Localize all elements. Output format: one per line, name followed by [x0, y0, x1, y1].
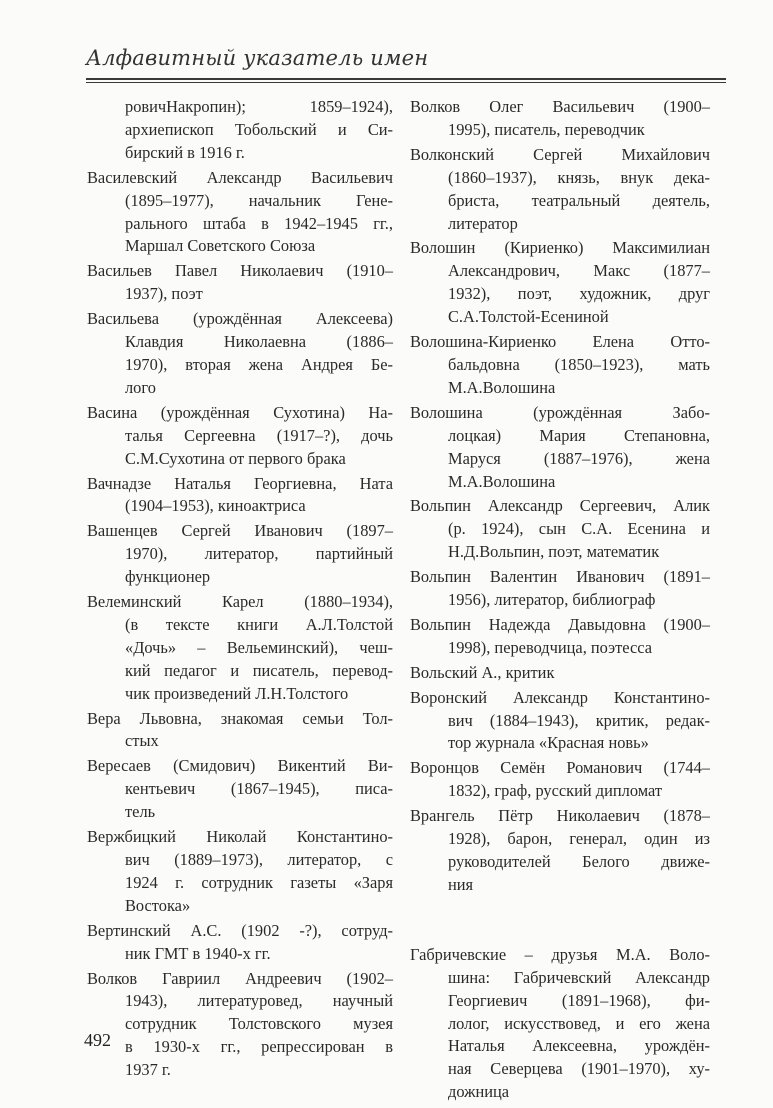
page-number: 492: [84, 1030, 111, 1050]
entry-line: Вольский А., критик: [410, 662, 555, 682]
index-entry: [410, 662, 710, 685]
section-gap: [410, 899, 710, 944]
entry-line: вич (1889–1973), литератор, с: [125, 850, 393, 869]
entry-line: Востока»: [125, 895, 191, 915]
entry-line: Воронский Александр Константино-: [410, 687, 710, 707]
entry-line: (1895–1977), начальник Гене-: [125, 190, 393, 210]
entry-line: (1904–1953), киноактриса: [125, 496, 306, 516]
entry-line: Воронцов Семён Романович (1744–: [410, 758, 710, 778]
index-entry: [87, 920, 393, 966]
entry-line: 1956), литератор, библиограф: [448, 590, 656, 610]
entry-line: лоцкая) Мария Степановна,: [448, 425, 710, 445]
header-rule-thin: [86, 82, 726, 83]
index-entry: [410, 144, 710, 236]
entry-line: Васильев Павел Николаевич (1910–: [87, 261, 393, 281]
entry-line: 1998), переводчица, поэтесса: [448, 637, 652, 657]
entry-line: чик произведений Л.Н.Толстого: [125, 683, 349, 703]
index-entry: [87, 96, 393, 165]
entry-line: Наталья Алексеевна, урождён-: [448, 1036, 710, 1056]
entry-line: Врангель Пётр Николаевич (1878–: [410, 806, 710, 826]
entry-line: бальдовна (1850–1923), мать: [448, 354, 710, 374]
index-entry: [87, 826, 393, 918]
entry-line: ния: [448, 874, 474, 894]
entry-line: руководителей Белого движе-: [448, 852, 710, 871]
entry-line: Волков Гавриил Андреевич (1902–: [87, 968, 393, 988]
entry-line: (р. 1924), сын С.А. Есенина и: [448, 519, 710, 539]
entry-line: Вержбицкий Николай Константино-: [87, 827, 393, 847]
left-column: [87, 96, 393, 1084]
entry-line: стых: [125, 731, 159, 751]
entry-line: Волошина-Кириенко Елена Отто-: [410, 332, 710, 352]
entry-line: Клавдия Николаевна (1886–: [125, 332, 393, 352]
index-entry: [87, 708, 393, 754]
entry-line: Н.Д.Вольпин, поэт, математик: [448, 542, 660, 562]
entry-line: Васильева (урождённая Алексеева): [87, 309, 393, 329]
entry-line: М.А.Волошина: [448, 377, 556, 397]
entry-line: С.М.Сухотина от первого брака: [125, 448, 346, 468]
index-entry: [410, 331, 710, 400]
entry-line: Волков Олег Васильевич (1900–: [410, 97, 710, 116]
entry-line: Габричевские – друзья М.А. Воло-: [410, 944, 710, 964]
entry-line: Васина (урождённая Сухотина) На-: [87, 402, 393, 422]
entry-line: Вольпин Валентин Иванович (1891–: [410, 567, 710, 587]
entry-line: (1860–1937), князь, внук дека-: [448, 167, 710, 187]
entry-line: 1937), поэт: [125, 284, 203, 304]
entry-line: рального штаба в 1942–1945 гг.,: [125, 213, 393, 233]
index-entry: [410, 566, 710, 612]
index-entry: [410, 495, 710, 564]
entry-line: лолог, искусствовед, и его жена: [448, 1013, 710, 1033]
index-entry: [87, 473, 393, 519]
right-column: [410, 96, 710, 1106]
entry-line: М.А.Волошина: [448, 471, 556, 491]
entry-line: ная Северцева (1901–1970), ху-: [448, 1059, 710, 1079]
entry-line: (в тексте книги А.Л.Толстой: [125, 614, 393, 634]
entry-line: кентьевич (1867–1945), писа-: [125, 779, 393, 799]
entry-line: Волошин (Кириенко) Максимилиан: [410, 238, 710, 258]
index-entry: [87, 260, 393, 306]
index-entry: [410, 402, 710, 494]
entry-line: лого: [125, 377, 156, 397]
entry-line: 1970), литератор, партийный: [125, 544, 393, 564]
entry-line: тель: [125, 802, 156, 822]
entry-line: «Дочь» – Вельеминский), чеш-: [125, 637, 393, 657]
entry-line: в 1930-х гг., репрессирован в: [125, 1037, 393, 1057]
entry-line: Волошина (урождённая Забо-: [410, 402, 710, 422]
index-entry: [410, 757, 710, 803]
entry-line: Георгиевич (1891–1968), фи-: [448, 990, 710, 1010]
entry-line: Вашенцев Сергей Иванович (1897–: [87, 521, 393, 541]
index-entry: [410, 237, 710, 329]
index-entry: [87, 755, 393, 824]
entry-line: Вольпин Надежда Давыдовна (1900–: [410, 614, 710, 634]
entry-line: шина: Габричевский Александр: [448, 967, 710, 987]
entry-line: Волконский Сергей Михайлович: [410, 144, 710, 164]
entry-line: С.А.Толстой-Есениной: [448, 307, 609, 327]
entry-line: Вересаев (Смидович) Викентий Ви-: [87, 756, 393, 776]
entry-line: 1924 г. сотрудник газеты «Заря: [125, 872, 393, 892]
entry-line: бирский в 1916 г.: [125, 142, 245, 162]
entry-line: 1943), литературовед, научный: [125, 991, 393, 1011]
header-rule: [86, 78, 726, 80]
entry-line: Маршал Советского Союза: [125, 236, 316, 256]
index-entry: [410, 687, 710, 756]
entry-line: тор журнала «Красная новь»: [448, 733, 649, 753]
entry-line: 1928), барон, генерал, один из: [448, 829, 710, 849]
entry-line: 1932), поэт, художник, друг: [448, 284, 710, 304]
running-header-title: Алфавитный указатель имен: [86, 46, 429, 70]
entry-line: Вертинский А.С. (1902 -?), сотруд-: [87, 920, 393, 940]
entry-line: 1995), писатель, переводчик: [448, 119, 645, 139]
entry-line: Вольпин Александр Сергеевич, Алик: [410, 496, 710, 516]
entry-line: бриста, театральный деятель,: [448, 190, 710, 210]
entry-line: Велеминский Карел (1880–1934),: [87, 592, 393, 612]
entry-line: Александрович, Макс (1877–: [448, 261, 710, 281]
entry-line: сотрудник Толстовского музея: [125, 1014, 393, 1034]
entry-line: 1937 г.: [125, 1060, 171, 1080]
index-entry: [410, 944, 710, 1104]
entry-line: функционер: [125, 567, 211, 587]
entry-line: Вачнадзе Наталья Георгиевна, Ната: [87, 473, 393, 493]
running-header: [86, 46, 726, 82]
entry-line: литератор: [448, 213, 518, 233]
entry-line: Василевский Александр Васильевич: [87, 167, 393, 187]
entry-line: дожница: [448, 1082, 510, 1102]
entry-line: 1970), вторая жена Андрея Бе-: [125, 354, 393, 374]
index-entry: [87, 968, 393, 1083]
index-entry: [87, 308, 393, 400]
entry-line: Маруся (1887–1976), жена: [448, 448, 710, 468]
entry-line: Вера Львовна, знакомая семьи Тол-: [87, 708, 393, 728]
index-entry: [87, 520, 393, 589]
index-entry: [87, 402, 393, 471]
entry-line: ник ГМТ в 1940-х гг.: [125, 943, 271, 963]
entry-line: ровичНакропин); 1859–1924),: [125, 97, 393, 116]
index-entry: [87, 167, 393, 259]
entry-line: вич (1884–1943), критик, редак-: [448, 710, 710, 730]
entry-line: талья Сергеевна (1917–?), дочь: [125, 425, 393, 445]
index-entry: [87, 591, 393, 706]
entry-line: архиепископ Тобольский и Си-: [125, 119, 393, 139]
index-entry: [410, 96, 710, 142]
entry-line: кий педагог и писатель, перевод-: [125, 660, 393, 680]
entry-line: 1832), граф, русский дипломат: [448, 781, 662, 801]
index-entry: [410, 614, 710, 660]
index-entry: [410, 805, 710, 897]
